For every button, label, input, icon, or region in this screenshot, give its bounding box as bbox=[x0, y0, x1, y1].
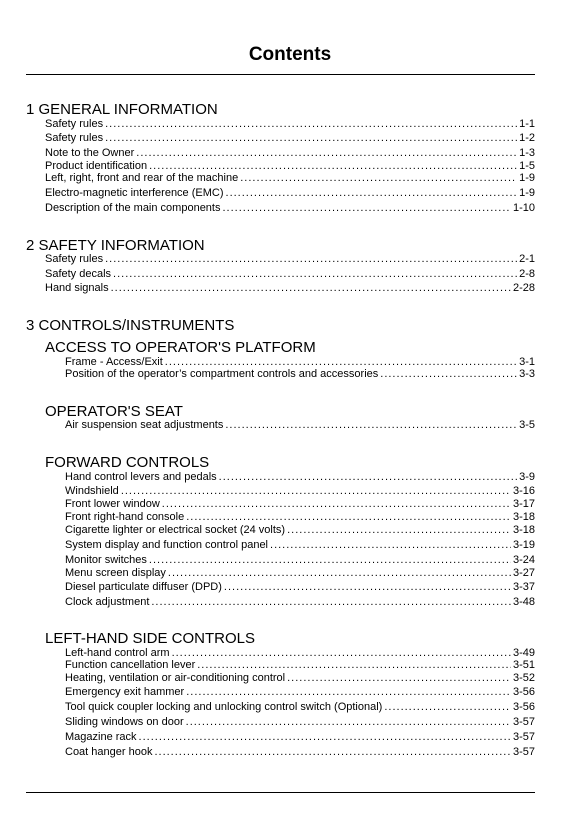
toc-entry[interactable]: Hand control levers and pedals ..... 3-9 bbox=[65, 471, 535, 484]
leader-dots bbox=[105, 132, 517, 145]
leader-dots bbox=[222, 202, 510, 215]
leader-dots bbox=[113, 268, 517, 281]
toc-entry[interactable]: Position of the operator’s compartment controls and accessories ..... 3-3 bbox=[65, 368, 535, 381]
leader-dots bbox=[287, 524, 511, 537]
toc-entry[interactable]: Clock adjustment ..... 3-48 bbox=[65, 596, 535, 609]
toc-entry[interactable]: Note to the Owner ..... 1-3 bbox=[45, 147, 535, 160]
toc-entry[interactable]: Left-hand control arm ..... 3-49 bbox=[65, 647, 535, 660]
leader-dots bbox=[197, 659, 511, 672]
leader-dots bbox=[384, 701, 511, 714]
leader-dots bbox=[162, 498, 511, 511]
toc-entry[interactable]: Magazine rack ..... 3-57 bbox=[65, 731, 535, 744]
leader-dots bbox=[105, 253, 517, 266]
toc-entry[interactable]: Electro-magnetic interference (EMC) ..... 1-9 bbox=[45, 187, 535, 200]
toc-entry[interactable]: Safety decals ..... 2-8 bbox=[45, 268, 535, 281]
leader-dots bbox=[186, 716, 511, 729]
section-heading-controls-instruments: 3 CONTROLS/INSTRUMENTS bbox=[26, 317, 235, 334]
leader-dots bbox=[121, 485, 511, 498]
leader-dots bbox=[219, 471, 517, 484]
toc-entry[interactable]: Left, right, front and rear of the machine ..... 1-9 bbox=[45, 172, 535, 185]
toc-entry[interactable]: Heating, ventilation or air-conditioning control ..... 3-52 bbox=[65, 672, 535, 685]
subsection-heading-access-platform: ACCESS TO OPERATOR'S PLATFORM bbox=[45, 339, 316, 356]
leader-dots bbox=[105, 118, 517, 131]
footer-rule bbox=[26, 792, 535, 793]
toc-entry[interactable]: Hand signals ..... 2-28 bbox=[45, 282, 535, 295]
toc-entry[interactable]: Front lower window ..... 3-17 bbox=[65, 498, 535, 511]
toc-entry[interactable]: Description of the main components ..... 1-10 bbox=[45, 202, 535, 215]
leader-dots bbox=[225, 419, 517, 432]
toc-entry[interactable]: Sliding windows on door ..... 3-57 bbox=[65, 716, 535, 729]
title-rule bbox=[26, 74, 535, 75]
toc-entry[interactable]: Coat hanger hook ..... 3-57 bbox=[65, 746, 535, 759]
toc-entry[interactable]: Front right-hand console ..... 3-18 bbox=[65, 511, 535, 524]
toc-entry[interactable]: System display and function control panel ..... 3-19 bbox=[65, 539, 535, 552]
leader-dots bbox=[168, 567, 511, 580]
toc-entry[interactable]: Menu screen display ..... 3-27 bbox=[65, 567, 535, 580]
section-heading-safety-information: 2 SAFETY INFORMATION bbox=[26, 237, 205, 254]
subsection-heading-left-hand-controls: LEFT-HAND SIDE CONTROLS bbox=[45, 630, 256, 647]
leader-dots bbox=[186, 511, 511, 524]
subsection-heading-forward-controls: FORWARD CONTROLS bbox=[45, 454, 210, 471]
toc-entry[interactable]: Emergency exit hammer ..... 3-56 bbox=[65, 686, 535, 699]
leader-dots bbox=[139, 731, 511, 744]
leader-dots bbox=[111, 282, 511, 295]
leader-dots bbox=[151, 596, 511, 609]
toc-entry[interactable]: Safety rules ..... 1-2 bbox=[45, 132, 535, 145]
toc-entry[interactable]: Air suspension seat adjustments ..... 3-5 bbox=[65, 419, 535, 432]
toc-entry[interactable]: Function cancellation lever ..... 3-51 bbox=[65, 659, 535, 672]
toc-entry[interactable]: Product identification ..... 1-5 bbox=[45, 160, 535, 173]
leader-dots bbox=[226, 187, 518, 200]
subsection-heading-operators-seat: OPERATOR'S SEAT bbox=[45, 403, 183, 420]
leader-dots bbox=[224, 581, 511, 594]
leader-dots bbox=[136, 147, 517, 160]
leader-dots bbox=[380, 368, 517, 381]
toc-entry[interactable]: Monitor switches ..... 3-24 bbox=[65, 554, 535, 567]
toc-entry[interactable]: Frame - Access/Exit ..... 3-1 bbox=[65, 356, 535, 369]
leader-dots bbox=[240, 172, 517, 185]
section-heading-general-information: 1 GENERAL INFORMATION bbox=[26, 101, 218, 118]
toc-entry[interactable]: Safety rules ..... 1-1 bbox=[45, 118, 535, 131]
toc-entry[interactable]: Safety rules ..... 2-1 bbox=[45, 253, 535, 266]
leader-dots bbox=[186, 686, 511, 699]
leader-dots bbox=[154, 746, 511, 759]
toc-entry[interactable]: Windshield ..... 3-16 bbox=[65, 485, 535, 498]
leader-dots bbox=[270, 539, 511, 552]
leader-dots bbox=[149, 554, 511, 567]
toc-entry[interactable]: Tool quick coupler locking and unlocking control switch (Optional) ..... 3-56 bbox=[65, 701, 535, 714]
page-title: Contents bbox=[248, 44, 332, 65]
leader-dots bbox=[287, 672, 511, 685]
toc-entry[interactable]: Diesel particulate diffuser (DPD) ..... 3-37 bbox=[65, 581, 535, 594]
toc-entry[interactable]: Cigarette lighter or electrical socket (24 volts) ..... 3-18 bbox=[65, 524, 535, 537]
